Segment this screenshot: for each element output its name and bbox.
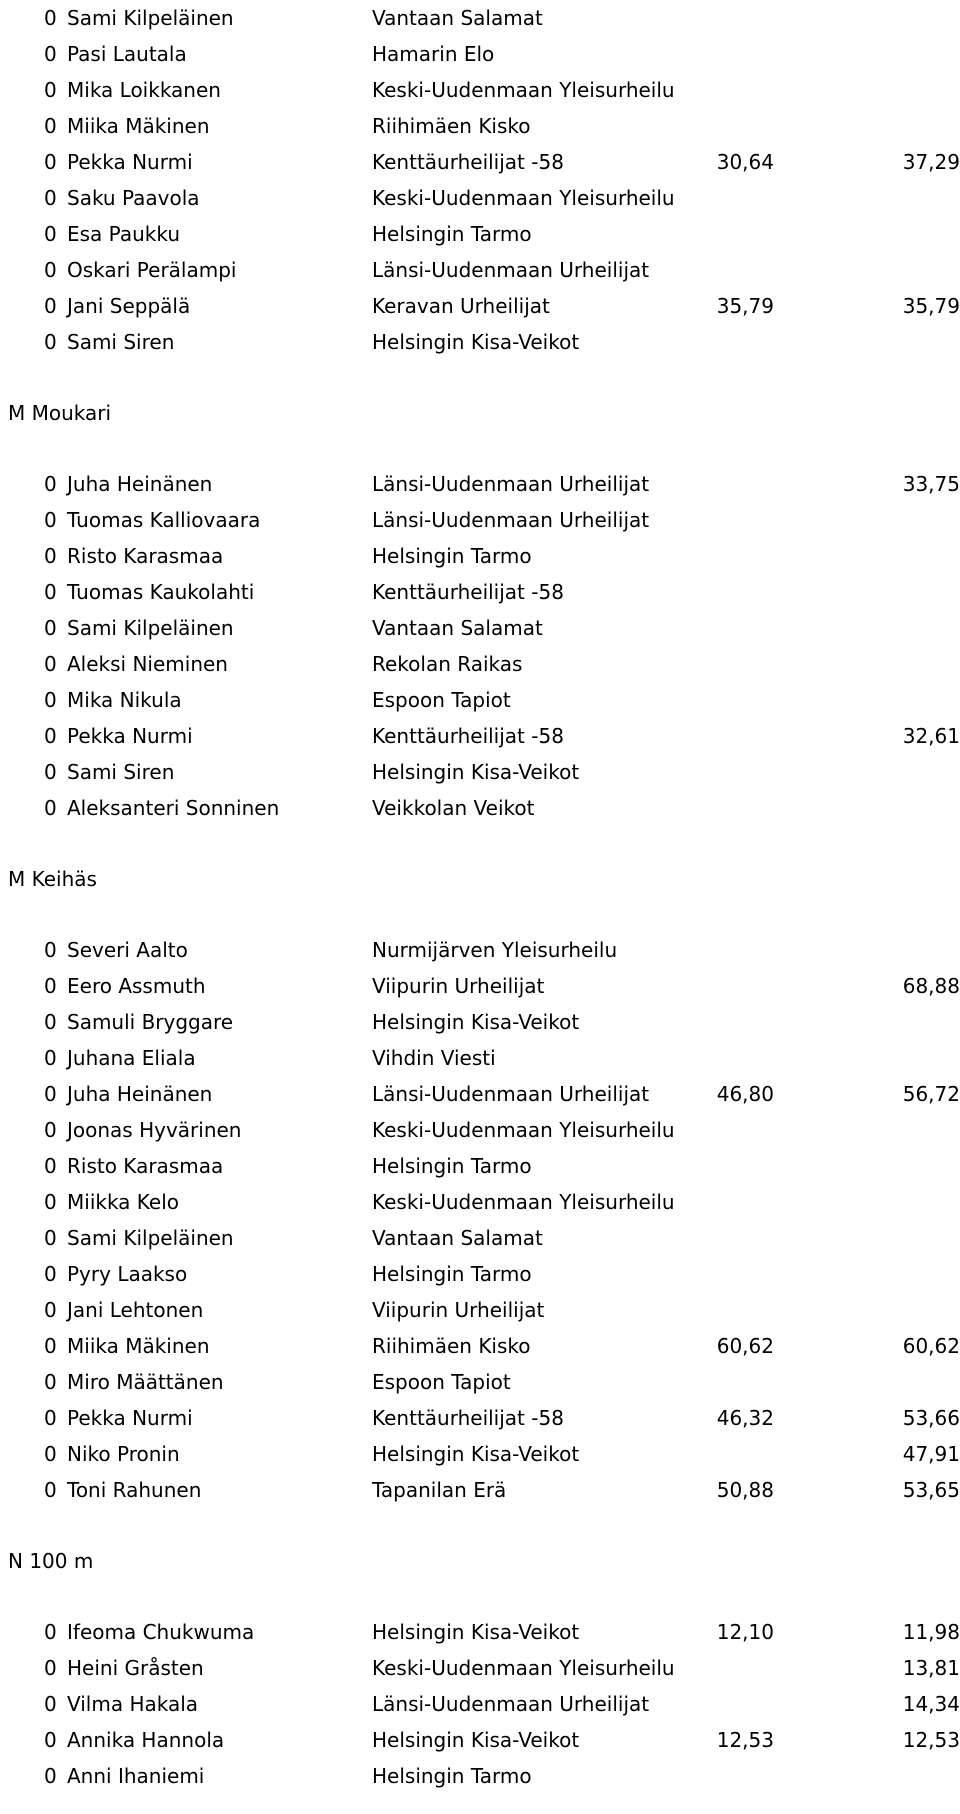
result-2: 13,81 (902, 1656, 960, 1680)
club-name: Länsi-Uudenmaan Urheilijat (372, 258, 650, 282)
club-name: Keski-Uudenmaan Yleisurheilu (372, 78, 675, 102)
rank: 0 (44, 1046, 57, 1070)
result-row (0, 466, 960, 502)
rank: 0 (44, 1262, 57, 1286)
rank: 0 (44, 1728, 57, 1752)
club-name: Viipurin Urheilijat (372, 1298, 545, 1322)
result-row (0, 1436, 960, 1472)
section-title: M Moukari (8, 401, 112, 425)
club-name: Vantaan Salamat (372, 1226, 543, 1250)
result-row (0, 1614, 960, 1650)
club-name: Viipurin Urheilijat (372, 974, 545, 998)
result-1: 35,79 (716, 294, 774, 318)
result-row (0, 968, 960, 1004)
athlete-name: Tuomas Kalliovaara (67, 508, 261, 532)
result-2: 47,91 (902, 1442, 960, 1466)
rank: 0 (44, 508, 57, 532)
rank: 0 (44, 796, 57, 820)
club-name: Keski-Uudenmaan Yleisurheilu (372, 1190, 675, 1214)
section-n-100m (0, 1508, 960, 1794)
athlete-name: Annika Hannola (67, 1728, 225, 1752)
rank: 0 (44, 652, 57, 676)
athlete-name: Sami Kilpeläinen (67, 616, 234, 640)
club-name: Veikkolan Veikot (372, 796, 535, 820)
result-2: 60,62 (902, 1334, 960, 1358)
club-name: Espoon Tapiot (372, 688, 511, 712)
club-name: Nurmijärven Yleisurheilu (372, 938, 618, 962)
club-name: Riihimäen Kisko (372, 1334, 531, 1358)
result-2: 35,79 (902, 294, 960, 318)
result-1: 12,10 (716, 1620, 774, 1644)
athlete-name: Miika Mäkinen (67, 1334, 210, 1358)
rank: 0 (44, 222, 57, 246)
athlete-name: Esa Paukku (67, 222, 180, 246)
rank: 0 (44, 150, 57, 174)
club-name: Keski-Uudenmaan Yleisurheilu (372, 186, 675, 210)
result-row (0, 932, 960, 968)
result-row (0, 502, 960, 538)
result-row (0, 1722, 960, 1758)
athlete-name: Sami Siren (67, 760, 175, 784)
athlete-name: Juha Heinänen (67, 1082, 213, 1106)
athlete-name: Tuomas Kaukolahti (67, 580, 255, 604)
athlete-name: Sami Kilpeläinen (67, 6, 234, 30)
club-name: Länsi-Uudenmaan Urheilijat (372, 472, 650, 496)
athlete-name: Pekka Nurmi (67, 724, 193, 748)
result-2: 11,98 (902, 1620, 960, 1644)
section-header (0, 1543, 960, 1579)
result-1: 30,64 (716, 150, 774, 174)
athlete-name: Miika Mäkinen (67, 114, 210, 138)
club-name: Helsingin Kisa-Veikot (372, 330, 580, 354)
result-row (0, 1650, 960, 1686)
section-title: N 100 m (8, 1549, 94, 1573)
section-header (0, 861, 960, 897)
club-name: Vihdin Viesti (372, 1046, 496, 1070)
result-2: 32,61 (902, 724, 960, 748)
club-name: Helsingin Kisa-Veikot (372, 1728, 580, 1752)
rank: 0 (44, 1478, 57, 1502)
result-row (0, 1004, 960, 1040)
rank: 0 (44, 1406, 57, 1430)
result-2: 56,72 (902, 1082, 960, 1106)
athlete-name: Sami Siren (67, 330, 175, 354)
result-2: 53,65 (902, 1478, 960, 1502)
athlete-name: Ifeoma Chukwuma (67, 1620, 255, 1644)
rank: 0 (44, 330, 57, 354)
rank: 0 (44, 258, 57, 282)
rank: 0 (44, 78, 57, 102)
result-row (0, 1256, 960, 1292)
club-name: Helsingin Tarmo (372, 1154, 532, 1178)
result-row (0, 288, 960, 324)
club-name: Keski-Uudenmaan Yleisurheilu (372, 1656, 675, 1680)
club-name: Kenttäurheilijat -58 (372, 150, 564, 174)
result-row (0, 718, 960, 754)
athlete-name: Oskari Perälampi (67, 258, 237, 282)
club-name: Länsi-Uudenmaan Urheilijat (372, 1082, 650, 1106)
rank: 0 (44, 1334, 57, 1358)
club-name: Helsingin Kisa-Veikot (372, 1442, 580, 1466)
result-row (0, 1112, 960, 1148)
club-name: Tapanilan Erä (372, 1478, 507, 1502)
result-row (0, 1040, 960, 1076)
club-name: Länsi-Uudenmaan Urheilijat (372, 1692, 650, 1716)
club-name: Länsi-Uudenmaan Urheilijat (372, 508, 650, 532)
result-2: 12,53 (902, 1728, 960, 1752)
athlete-name: Aleksi Nieminen (67, 652, 228, 676)
club-name: Vantaan Salamat (372, 616, 543, 640)
rank: 0 (44, 1298, 57, 1322)
athlete-name: Toni Rahunen (67, 1478, 202, 1502)
rank: 0 (44, 1082, 57, 1106)
athlete-name: Pasi Lautala (67, 42, 187, 66)
result-row (0, 1686, 960, 1722)
club-name: Hamarin Elo (372, 42, 495, 66)
rank: 0 (44, 974, 57, 998)
athlete-name: Eero Assmuth (67, 974, 206, 998)
athlete-name: Pyry Laakso (67, 1262, 188, 1286)
result-row (0, 108, 960, 144)
result-row (0, 216, 960, 252)
athlete-name: Joonas Hyvärinen (67, 1118, 242, 1142)
rank: 0 (44, 580, 57, 604)
result-row (0, 36, 960, 72)
rank: 0 (44, 6, 57, 30)
athlete-name: Pekka Nurmi (67, 150, 193, 174)
club-name: Kenttäurheilijat -58 (372, 1406, 564, 1430)
club-name: Kenttäurheilijat -58 (372, 724, 564, 748)
rank: 0 (44, 42, 57, 66)
result-row (0, 610, 960, 646)
club-name: Riihimäen Kisko (372, 114, 531, 138)
rank: 0 (44, 1442, 57, 1466)
rank: 0 (44, 1226, 57, 1250)
result-row (0, 682, 960, 718)
result-row (0, 72, 960, 108)
rank: 0 (44, 1010, 57, 1034)
rank: 0 (44, 1154, 57, 1178)
rank: 0 (44, 114, 57, 138)
result-row (0, 1292, 960, 1328)
result-2: 33,75 (902, 472, 960, 496)
rank: 0 (44, 724, 57, 748)
result-row (0, 1220, 960, 1256)
athlete-name: Mika Nikula (67, 688, 182, 712)
athlete-name: Aleksanteri Sonninen (67, 796, 280, 820)
athlete-name: Jani Lehtonen (67, 1298, 204, 1322)
rank: 0 (44, 1620, 57, 1644)
club-name: Helsingin Kisa-Veikot (372, 760, 580, 784)
athlete-name: Saku Paavola (67, 186, 200, 210)
section-title: M Keihäs (8, 867, 97, 891)
result-row (0, 646, 960, 682)
result-row (0, 1148, 960, 1184)
result-row (0, 574, 960, 610)
rank: 0 (44, 688, 57, 712)
section-m-keihas (0, 826, 960, 1508)
result-row (0, 1472, 960, 1508)
athlete-name: Mika Loikkanen (67, 78, 221, 102)
club-name: Espoon Tapiot (372, 1370, 511, 1394)
result-row (0, 1184, 960, 1220)
club-name: Helsingin Tarmo (372, 222, 532, 246)
rank: 0 (44, 938, 57, 962)
result-row (0, 324, 960, 360)
rank: 0 (44, 1370, 57, 1394)
rank: 0 (44, 544, 57, 568)
rank: 0 (44, 1190, 57, 1214)
result-2: 53,66 (902, 1406, 960, 1430)
result-1: 50,88 (716, 1478, 774, 1502)
club-name: Vantaan Salamat (372, 6, 543, 30)
athlete-name: Vilma Hakala (67, 1692, 199, 1716)
athlete-name: Juha Heinänen (67, 472, 213, 496)
result-row (0, 754, 960, 790)
club-name: Rekolan Raikas (372, 652, 523, 676)
club-name: Helsingin Tarmo (372, 544, 532, 568)
result-1: 60,62 (716, 1334, 774, 1358)
result-row (0, 790, 960, 826)
club-name: Keski-Uudenmaan Yleisurheilu (372, 1118, 675, 1142)
athlete-name: Miro Määttänen (67, 1370, 224, 1394)
result-2: 68,88 (902, 974, 960, 998)
rank: 0 (44, 1118, 57, 1142)
rank: 0 (44, 1764, 57, 1788)
rank: 0 (44, 760, 57, 784)
athlete-name: Severi Aalto (67, 938, 188, 962)
athlete-name: Samuli Bryggare (67, 1010, 234, 1034)
athlete-name: Pekka Nurmi (67, 1406, 193, 1430)
athlete-name: Heini Gråsten (67, 1656, 204, 1680)
rank: 0 (44, 1656, 57, 1680)
result-1: 46,32 (716, 1406, 774, 1430)
club-name: Kenttäurheilijat -58 (372, 580, 564, 604)
result-row (0, 1400, 960, 1436)
athlete-name: Jani Seppälä (67, 294, 191, 318)
athlete-name: Niko Pronin (67, 1442, 180, 1466)
result-row (0, 1364, 960, 1400)
rank: 0 (44, 1692, 57, 1716)
result-row (0, 144, 960, 180)
athlete-name: Sami Kilpeläinen (67, 1226, 234, 1250)
result-row (0, 252, 960, 288)
rank: 0 (44, 294, 57, 318)
section-m-moukari (0, 360, 960, 826)
result-2: 37,29 (902, 150, 960, 174)
rank: 0 (44, 616, 57, 640)
athlete-name: Miikka Kelo (67, 1190, 180, 1214)
club-name: Helsingin Tarmo (372, 1764, 532, 1788)
result-row (0, 1758, 960, 1794)
club-name: Helsingin Kisa-Veikot (372, 1010, 580, 1034)
section-continuation (0, 0, 960, 360)
result-row (0, 180, 960, 216)
club-name: Keravan Urheilijat (372, 294, 550, 318)
result-2: 14,34 (902, 1692, 960, 1716)
section-header (0, 395, 960, 431)
athlete-name: Juhana Eliala (67, 1046, 196, 1070)
result-row (0, 1328, 960, 1364)
result-row (0, 1076, 960, 1112)
result-1: 12,53 (716, 1728, 774, 1752)
result-row (0, 0, 960, 36)
result-row (0, 538, 960, 574)
club-name: Helsingin Kisa-Veikot (372, 1620, 580, 1644)
club-name: Helsingin Tarmo (372, 1262, 532, 1286)
result-1: 46,80 (716, 1082, 774, 1106)
rank: 0 (44, 186, 57, 210)
rank: 0 (44, 472, 57, 496)
athlete-name: Risto Karasmaa (67, 544, 224, 568)
athlete-name: Anni Ihaniemi (67, 1764, 205, 1788)
athlete-name: Risto Karasmaa (67, 1154, 224, 1178)
